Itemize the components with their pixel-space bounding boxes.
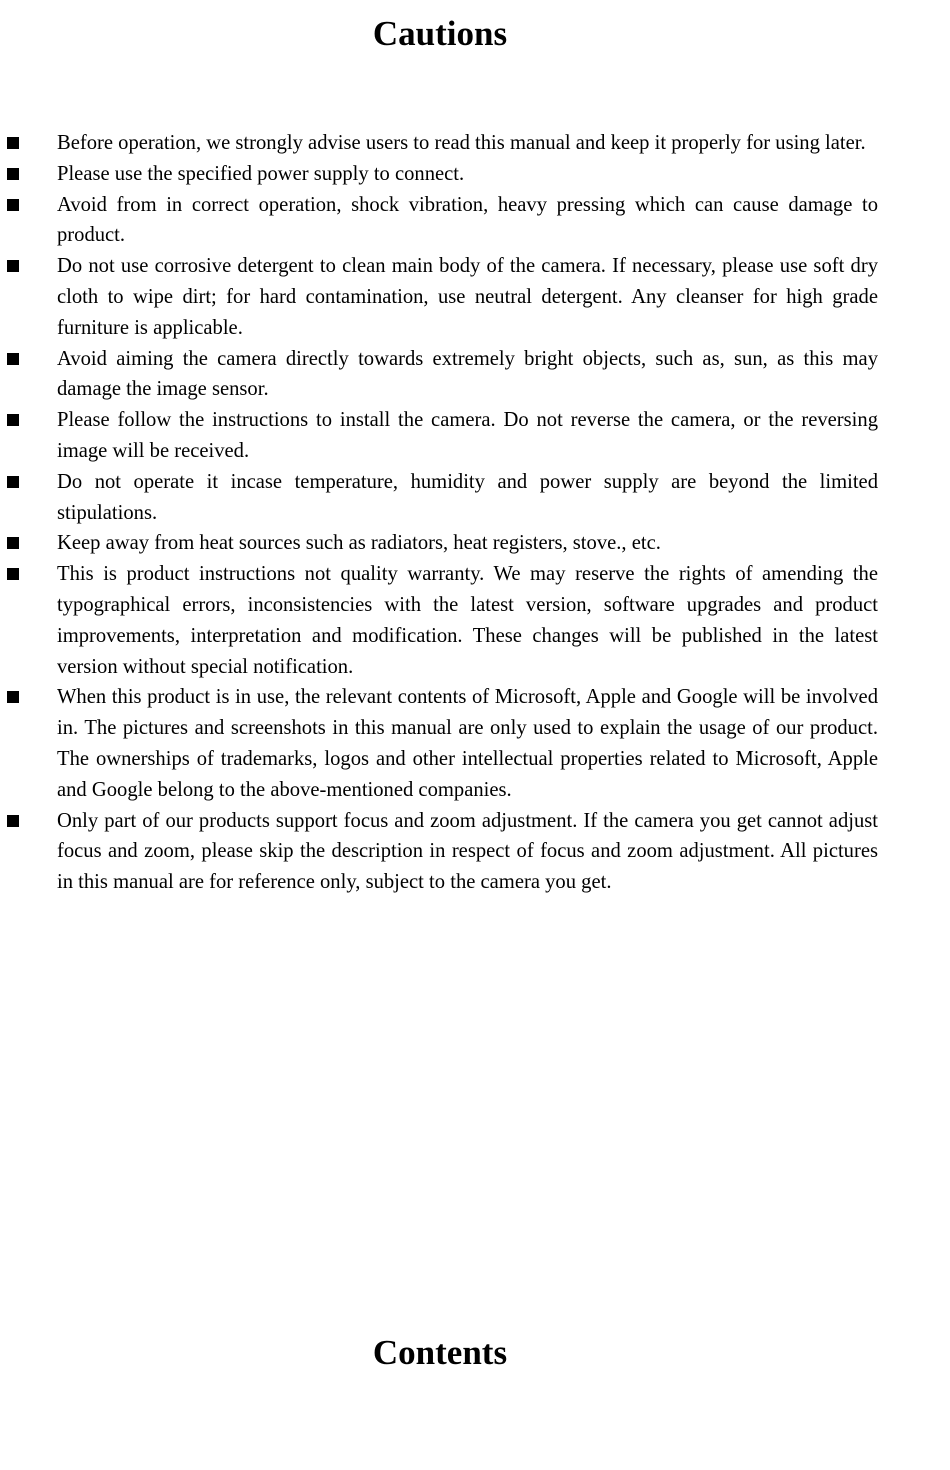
caution-item [0, 405, 878, 467]
square-bullet-icon [7, 414, 19, 426]
caution-text: Do not use corrosive detergent to clean main body of the camera. If necessary, please use soft dry cloth to wipe dirt; for hard contamination, use neutral detergent. Any cleanser for high grade furniture is applicable. [57, 255, 878, 339]
caution-text: Keep away from heat sources such as radiators, heat registers, stove., etc. [57, 532, 661, 555]
caution-text: Avoid from in correct operation, shock vibration, heavy pressing which can cause damage to product. [57, 193, 878, 247]
square-bullet-icon [7, 568, 19, 580]
square-bullet-icon [7, 353, 19, 365]
square-bullet-icon [7, 260, 19, 272]
caution-text: Avoid aiming the camera directly towards extremely bright objects, such as, sun, as this may damage the image sensor. [57, 347, 878, 401]
caution-item [0, 128, 878, 159]
square-bullet-icon [7, 137, 19, 149]
square-bullet-icon [7, 476, 19, 488]
cautions-list [0, 128, 878, 898]
caution-item [0, 344, 878, 406]
caution-text: Please use the specified power supply to connect. [57, 162, 465, 185]
caution-item [0, 159, 878, 190]
caution-text: This is product instructions not quality warranty. We may reserve the rights of amending the typographical errors, inconsistencies with the latest version, software upgrades and product improvements, interpretation and modification. These changes will be published in the latest version without special notification. [57, 563, 878, 678]
caution-item [0, 559, 878, 682]
caution-item [0, 682, 878, 805]
caution-item [0, 251, 878, 343]
caution-item [0, 190, 878, 252]
caution-text: Please follow the instructions to install the camera. Do not reverse the camera, or the reversing image will be received. [57, 409, 878, 462]
caution-text: Only part of our products support focus and zoom adjustment. If the camera you get cannot adjust focus and zoom, please skip the description in respect of focus and zoom adjustment. All pictures in this manual are for reference only, subject to the camera you get. [57, 809, 878, 894]
square-bullet-icon [7, 691, 19, 703]
square-bullet-icon [7, 168, 19, 180]
square-bullet-icon [7, 199, 19, 211]
caution-item [0, 467, 878, 529]
caution-text: When this product is in use, the relevant contents of Microsoft, Apple and Google will be involved in. The pictures and screenshots in this manual are only used to explain the usage of our product. The ownerships of trademarks, logos and other intellectual properties related to Microsoft, Apple and Google belong to the above-mentioned companies. [57, 686, 878, 801]
caution-text: Before operation, we strongly advise users to read this manual and keep it properly for using later. [57, 132, 866, 154]
cautions-heading: Cautions [372, 14, 508, 53]
square-bullet-icon [7, 815, 19, 827]
caution-item [0, 806, 878, 898]
caution-item [0, 528, 878, 559]
contents-heading: Contents [372, 1333, 508, 1372]
caution-text: Do not operate it incase temperature, humidity and power supply are beyond the limited stipulations. [57, 470, 878, 524]
square-bullet-icon [7, 537, 19, 549]
